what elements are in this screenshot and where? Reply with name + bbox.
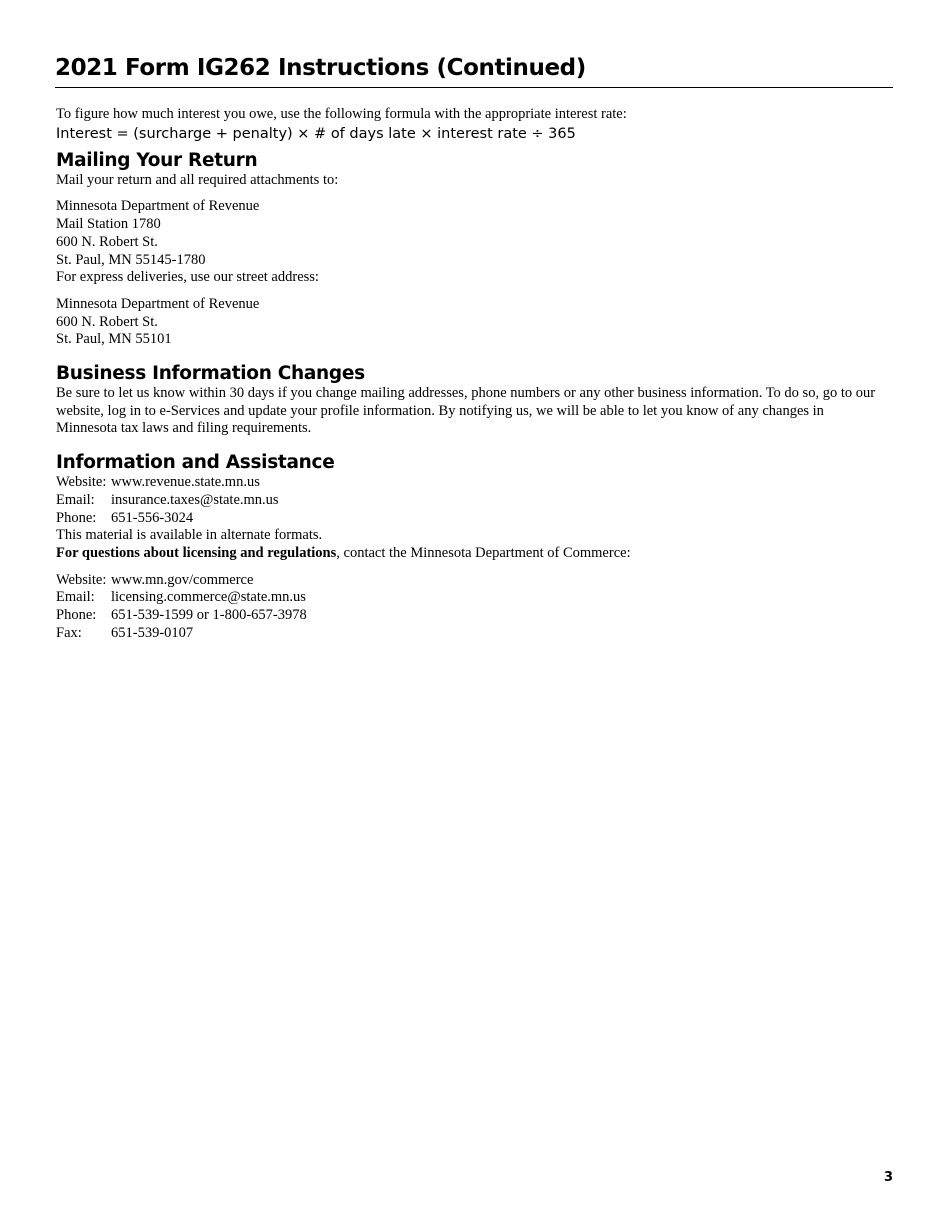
contact-label: Email: bbox=[56, 589, 95, 606]
commerce-intro-bold: For questions about licensing and regulations bbox=[56, 544, 337, 561]
revenue-website-link[interactable]: www.revenue.state.mn.us bbox=[111, 474, 260, 491]
contact-row-phone bbox=[56, 510, 886, 528]
address-line: Minnesota Department of Revenue bbox=[56, 198, 260, 215]
mailing-heading: Mailing Your Return bbox=[56, 149, 258, 171]
address-line: Minnesota Department of Revenue bbox=[56, 295, 260, 312]
address-line: Mail Station 1780 bbox=[56, 216, 161, 233]
commerce-fax: 651-539-0107 bbox=[111, 624, 194, 641]
business-heading: Business Information Changes bbox=[56, 363, 365, 385]
mailing-intro: Mail your return and all required attachments to: bbox=[56, 171, 339, 188]
contact-row-email bbox=[56, 492, 886, 510]
page-number: 3 bbox=[884, 1170, 894, 1185]
commerce-website-link[interactable]: www.mn.gov/commerce bbox=[111, 571, 254, 588]
contact-label: Website: bbox=[56, 474, 107, 491]
interest-formula: Interest = (surcharge + penalty) × # of days late × interest rate ÷ 365 bbox=[56, 125, 576, 142]
commerce-contacts bbox=[56, 572, 886, 643]
assistance-heading: Information and Assistance bbox=[56, 452, 335, 474]
contact-row-website bbox=[56, 474, 886, 492]
contact-row-website bbox=[56, 572, 886, 590]
commerce-intro bbox=[56, 545, 886, 563]
contact-label: Fax: bbox=[56, 624, 82, 641]
revenue-email-link[interactable]: insurance.taxes@state.mn.us bbox=[111, 491, 279, 508]
page-title: 2021 Form IG262 Instructions (Continued) bbox=[55, 52, 893, 88]
business-body: Be sure to let us know within 30 days if you change mailing addresses, phone numbers or any other business information. To do so, go to our website, log in to e-Services and update your profile information. By notifying us, we will be able to let you know of any changes in Minnesota tax laws and filing requirements. bbox=[56, 385, 876, 437]
address-line: St. Paul, MN 55145-1780 bbox=[56, 251, 206, 268]
alternate-formats-note: This material is available in alternate formats. bbox=[56, 527, 323, 544]
express-intro: For express deliveries, use our street address: bbox=[56, 269, 319, 286]
contact-row-phone bbox=[56, 607, 886, 625]
address-line: 600 N. Robert St. bbox=[56, 313, 158, 330]
contact-label: Website: bbox=[56, 571, 107, 588]
contact-label: Phone: bbox=[56, 509, 97, 526]
express-address bbox=[56, 296, 886, 349]
contact-row-email bbox=[56, 589, 886, 607]
contact-label: Phone: bbox=[56, 607, 97, 624]
page-content bbox=[56, 106, 886, 642]
revenue-phone: 651-556-3024 bbox=[111, 509, 194, 526]
interest-intro: To figure how much interest you owe, use the following formula with the appropriate interest rate: bbox=[56, 106, 627, 122]
commerce-email-link[interactable]: licensing.commerce@state.mn.us bbox=[111, 589, 306, 606]
address-line: 600 N. Robert St. bbox=[56, 233, 158, 250]
mailing-address bbox=[56, 198, 886, 269]
commerce-intro-rest: , contact the Minnesota Department of Commerce: bbox=[336, 544, 631, 561]
commerce-phone: 651-539-1599 or 1-800-657-3978 bbox=[111, 607, 307, 624]
contact-label: Email: bbox=[56, 491, 95, 508]
address-line: St. Paul, MN 55101 bbox=[56, 331, 172, 348]
revenue-contacts bbox=[56, 474, 886, 527]
contact-row-fax bbox=[56, 625, 886, 643]
